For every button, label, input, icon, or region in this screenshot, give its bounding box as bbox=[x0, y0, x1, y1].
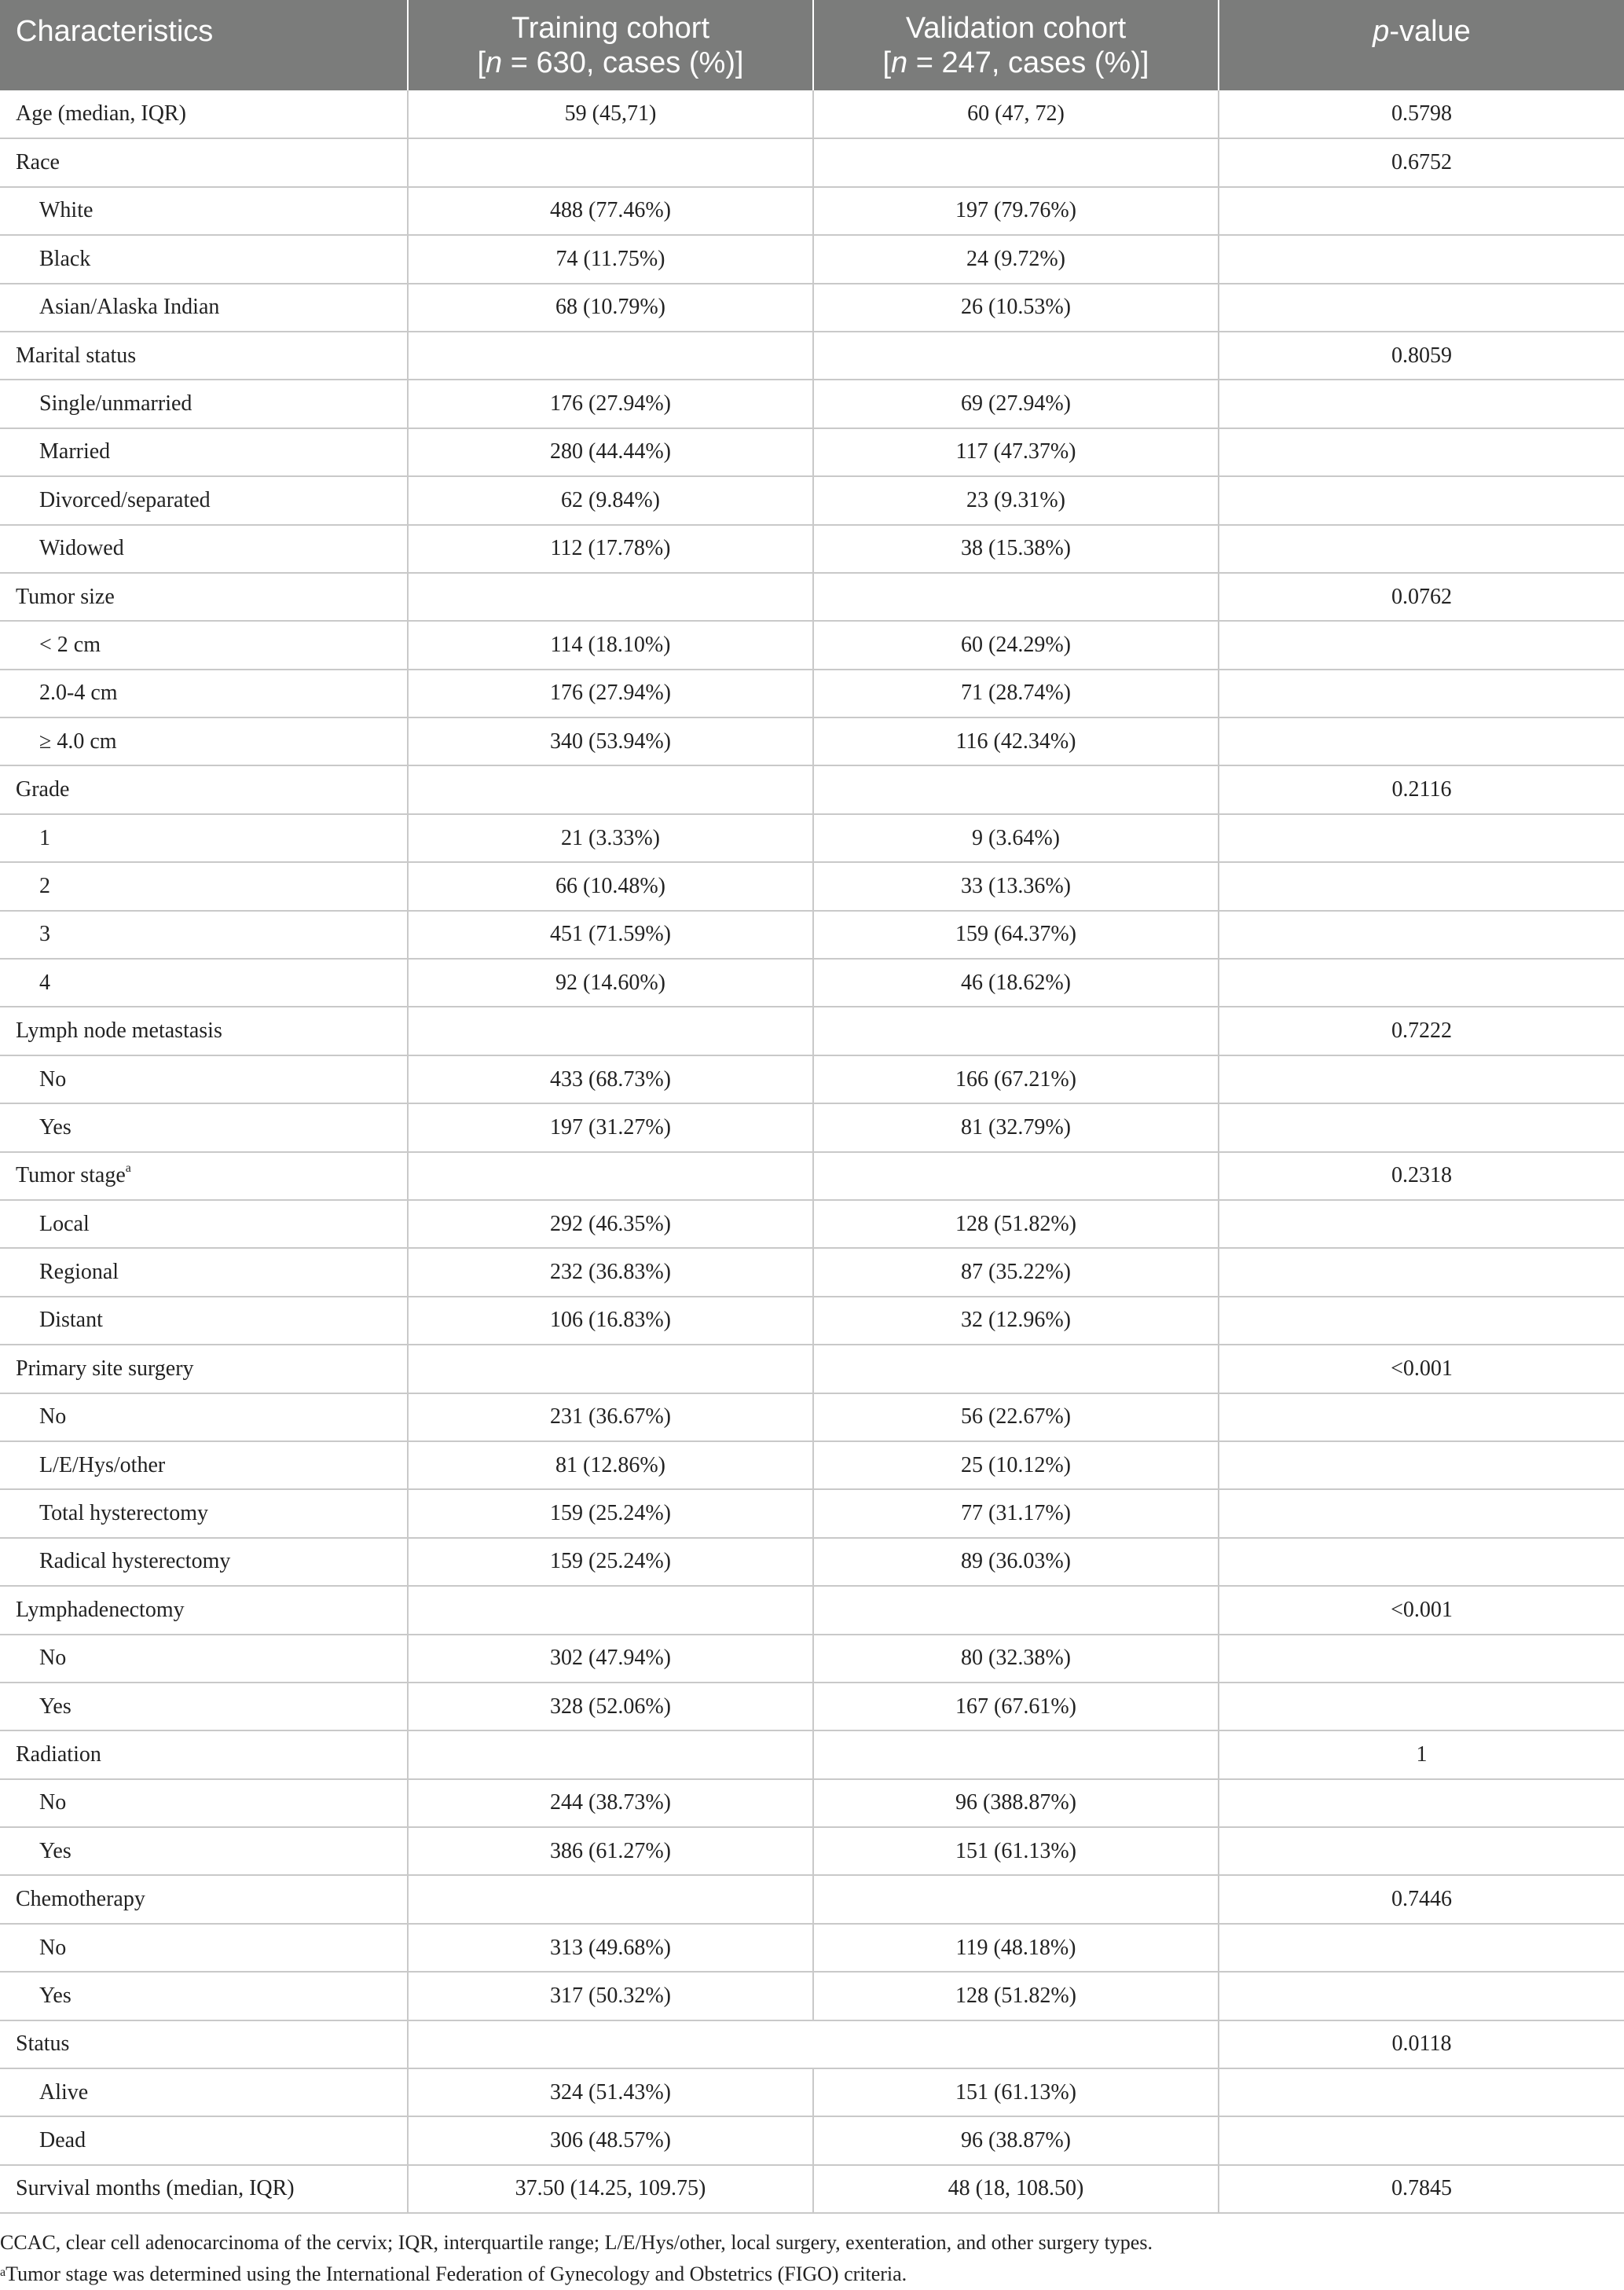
training-value: 159 (25.24%) bbox=[408, 1489, 813, 1537]
training-value: 317 (50.32%) bbox=[408, 1972, 813, 2020]
row-label: Regional bbox=[0, 1248, 408, 1296]
row-label: 2.0-4 cm bbox=[0, 670, 408, 717]
p-value bbox=[1219, 1248, 1624, 1296]
table-row bbox=[0, 1489, 1624, 1537]
row-label: Yes bbox=[0, 1103, 408, 1151]
training-value: 59 (45,71) bbox=[408, 90, 813, 138]
table-row bbox=[0, 1103, 1624, 1151]
validation-value: 32 (12.96%) bbox=[813, 1297, 1219, 1345]
validation-value: 89 (36.03%) bbox=[813, 1538, 1219, 1586]
row-label: Race bbox=[0, 138, 408, 186]
table-row bbox=[0, 1007, 1624, 1055]
table-row bbox=[0, 1683, 1624, 1730]
row-label: Age (median, IQR) bbox=[16, 101, 186, 127]
table-row bbox=[0, 1635, 1624, 1683]
table-row bbox=[0, 1586, 1624, 1634]
row-label: 4 bbox=[0, 959, 408, 1007]
table-row bbox=[0, 1538, 1624, 1586]
table-row bbox=[0, 1972, 1624, 2020]
validation-value: 77 (31.17%) bbox=[813, 1489, 1219, 1537]
table-row bbox=[0, 717, 1624, 765]
table-row bbox=[0, 1441, 1624, 1489]
header-p-value: p-value bbox=[1219, 0, 1624, 90]
table-row bbox=[0, 1730, 1624, 1778]
p-value bbox=[1219, 1972, 1624, 2020]
validation-value: 46 (18.62%) bbox=[813, 959, 1219, 1007]
row-label: Yes bbox=[0, 1683, 408, 1730]
p-value: 0.0118 bbox=[1219, 2020, 1624, 2068]
p-value bbox=[1219, 1393, 1624, 1441]
row-label: ≥ 4.0 cm bbox=[0, 717, 408, 765]
row-label: Marital status bbox=[0, 332, 408, 380]
p-value bbox=[1219, 525, 1624, 573]
row-label: Asian/Alaska Indian bbox=[0, 284, 408, 332]
validation-value bbox=[813, 1730, 1219, 1778]
p-value bbox=[1219, 235, 1624, 283]
row-label: Black bbox=[0, 235, 408, 283]
training-value: 74 (11.75%) bbox=[408, 235, 813, 283]
training-value bbox=[408, 1345, 813, 1393]
p-value: 0.7222 bbox=[1219, 1007, 1624, 1055]
row-label: 1 bbox=[0, 814, 408, 862]
table-row bbox=[0, 1152, 1624, 1200]
training-value: 324 (51.43%) bbox=[408, 2068, 813, 2116]
table-row bbox=[0, 235, 1624, 283]
row-label: < 2 cm bbox=[0, 621, 408, 669]
validation-value: 56 (22.67%) bbox=[813, 1393, 1219, 1441]
table-row bbox=[0, 2116, 1624, 2164]
training-value bbox=[408, 1007, 813, 1055]
p-value bbox=[1219, 1924, 1624, 1972]
validation-value: 9 (3.64%) bbox=[813, 814, 1219, 862]
validation-value: 48 (18, 108.50) bbox=[813, 2165, 1219, 2213]
validation-value: 80 (32.38%) bbox=[813, 1635, 1219, 1683]
training-value: 37.50 (14.25, 109.75) bbox=[408, 2165, 813, 2213]
validation-value: 151 (61.13%) bbox=[813, 2068, 1219, 2116]
table-row bbox=[0, 138, 1624, 186]
validation-value: 69 (27.94%) bbox=[813, 380, 1219, 428]
validation-value: 26 (10.53%) bbox=[813, 284, 1219, 332]
validation-value: 119 (48.18%) bbox=[813, 1924, 1219, 1972]
validation-value: 96 (388.87%) bbox=[813, 1779, 1219, 1827]
row-label: Grade bbox=[0, 765, 408, 813]
validation-value: 128 (51.82%) bbox=[813, 1200, 1219, 1248]
row-label: White bbox=[0, 187, 408, 235]
training-value: 280 (44.44%) bbox=[408, 428, 813, 476]
row-label: No bbox=[0, 1924, 408, 1972]
validation-value: 117 (47.37%) bbox=[813, 428, 1219, 476]
table-row bbox=[0, 428, 1624, 476]
row-label: Radical hysterectomy bbox=[0, 1538, 408, 1586]
training-value: 386 (61.27%) bbox=[408, 1827, 813, 1875]
training-value bbox=[408, 332, 813, 380]
p-value bbox=[1219, 1779, 1624, 1827]
p-value bbox=[1219, 959, 1624, 1007]
row-label: Yes bbox=[0, 1827, 408, 1875]
header-row bbox=[0, 0, 1624, 90]
p-value bbox=[1219, 380, 1624, 428]
training-value bbox=[408, 1152, 813, 1200]
training-value: 112 (17.78%) bbox=[408, 525, 813, 573]
p-value bbox=[1219, 1635, 1624, 1683]
training-value: 92 (14.60%) bbox=[408, 959, 813, 1007]
table-row bbox=[0, 90, 1624, 138]
row-label: Local bbox=[0, 1200, 408, 1248]
p-value bbox=[1219, 1827, 1624, 1875]
header-training-cohort: Training cohort [n = 630, cases (%)] bbox=[408, 0, 813, 90]
table-row bbox=[0, 1248, 1624, 1296]
table-row bbox=[0, 2165, 1624, 2213]
validation-value: 167 (67.61%) bbox=[813, 1683, 1219, 1730]
p-value bbox=[1219, 1441, 1624, 1489]
validation-value: 23 (9.31%) bbox=[813, 476, 1219, 524]
training-value: 231 (36.67%) bbox=[408, 1393, 813, 1441]
footnote-tumor-stage: $^a$Tumor stage was determined using the International Federation of Gynecology and Obstetrics (FIGO) criteria. bbox=[0, 2262, 907, 2285]
p-value bbox=[1219, 814, 1624, 862]
p-value: 0.6752 bbox=[1219, 138, 1624, 186]
row-label: Divorced/separated bbox=[0, 476, 408, 524]
training-value: 81 (12.86%) bbox=[408, 1441, 813, 1489]
table-row bbox=[0, 1345, 1624, 1393]
merged-cohort-cell bbox=[408, 2020, 1219, 2068]
validation-value bbox=[813, 1875, 1219, 1923]
validation-value: 60 (47, 72) bbox=[813, 90, 1219, 138]
validation-value bbox=[813, 1007, 1219, 1055]
table-body bbox=[0, 90, 1624, 2213]
validation-value bbox=[813, 1152, 1219, 1200]
p-value: 0.5798 bbox=[1219, 90, 1624, 138]
p-value bbox=[1219, 476, 1624, 524]
row-label: No bbox=[0, 1393, 408, 1441]
p-value bbox=[1219, 1103, 1624, 1151]
validation-value: 25 (10.12%) bbox=[813, 1441, 1219, 1489]
training-value: 197 (31.27%) bbox=[408, 1103, 813, 1151]
training-value: 292 (46.35%) bbox=[408, 1200, 813, 1248]
validation-value bbox=[813, 138, 1219, 186]
p-value: 0.2318 bbox=[1219, 1152, 1624, 1200]
p-value: 0.2116 bbox=[1219, 765, 1624, 813]
training-value: 433 (68.73%) bbox=[408, 1055, 813, 1103]
table-row bbox=[0, 1875, 1624, 1923]
validation-value: 60 (24.29%) bbox=[813, 621, 1219, 669]
row-label: Primary site surgery bbox=[0, 1345, 408, 1393]
training-value: 68 (10.79%) bbox=[408, 284, 813, 332]
table-row bbox=[0, 1393, 1624, 1441]
validation-value: 197 (79.76%) bbox=[813, 187, 1219, 235]
table-row bbox=[0, 1924, 1624, 1972]
validation-value: 33 (13.36%) bbox=[813, 862, 1219, 910]
row-label: Survival months (median, IQR) bbox=[0, 2165, 408, 2213]
row-label: Widowed bbox=[0, 525, 408, 573]
p-value bbox=[1219, 428, 1624, 476]
row-label: No bbox=[0, 1635, 408, 1683]
p-value bbox=[1219, 1297, 1624, 1345]
table-row bbox=[0, 670, 1624, 717]
validation-value: 24 (9.72%) bbox=[813, 235, 1219, 283]
p-value bbox=[1219, 911, 1624, 959]
validation-value: 96 (38.87%) bbox=[813, 2116, 1219, 2164]
row-label: No bbox=[0, 1779, 408, 1827]
validation-value bbox=[813, 1345, 1219, 1393]
training-value: 114 (18.10%) bbox=[408, 621, 813, 669]
training-value: 302 (47.94%) bbox=[408, 1635, 813, 1683]
table-row bbox=[0, 862, 1624, 910]
training-value: 66 (10.48%) bbox=[408, 862, 813, 910]
header-characteristics: Characteristics bbox=[0, 0, 408, 90]
table-row bbox=[0, 1827, 1624, 1875]
table-row bbox=[0, 332, 1624, 380]
validation-value: 87 (35.22%) bbox=[813, 1248, 1219, 1296]
row-label: L/E/Hys/other bbox=[0, 1441, 408, 1489]
validation-value: 71 (28.74%) bbox=[813, 670, 1219, 717]
row-label: Yes bbox=[0, 1972, 408, 2020]
validation-value bbox=[813, 332, 1219, 380]
table-row bbox=[0, 525, 1624, 573]
training-value bbox=[408, 1730, 813, 1778]
training-value bbox=[408, 138, 813, 186]
row-label: No bbox=[0, 1055, 408, 1103]
p-value bbox=[1219, 621, 1624, 669]
table-row bbox=[0, 1055, 1624, 1103]
table-row bbox=[0, 1297, 1624, 1345]
p-value bbox=[1219, 2116, 1624, 2164]
p-value bbox=[1219, 1683, 1624, 1730]
p-value: 0.8059 bbox=[1219, 332, 1624, 380]
training-value: 244 (38.73%) bbox=[408, 1779, 813, 1827]
row-label: Status bbox=[0, 2020, 408, 2068]
table-row bbox=[0, 380, 1624, 428]
training-value: 176 (27.94%) bbox=[408, 670, 813, 717]
p-value bbox=[1219, 862, 1624, 910]
p-value bbox=[1219, 1489, 1624, 1537]
table-row bbox=[0, 621, 1624, 669]
validation-value: 151 (61.13%) bbox=[813, 1827, 1219, 1875]
training-value: 176 (27.94%) bbox=[408, 380, 813, 428]
row-label: 2 bbox=[0, 862, 408, 910]
row-label: Distant bbox=[0, 1297, 408, 1345]
row-label: Radiation bbox=[0, 1730, 408, 1778]
table-row bbox=[0, 2068, 1624, 2116]
training-value bbox=[408, 1875, 813, 1923]
training-value: 62 (9.84%) bbox=[408, 476, 813, 524]
validation-value: 166 (67.21%) bbox=[813, 1055, 1219, 1103]
validation-value: 38 (15.38%) bbox=[813, 525, 1219, 573]
row-label: Tumor stage$^a$ bbox=[0, 1152, 408, 1200]
p-value: <0.001 bbox=[1219, 1586, 1624, 1634]
p-value bbox=[1219, 284, 1624, 332]
row-label: Chemotherapy bbox=[0, 1875, 408, 1923]
validation-value bbox=[813, 765, 1219, 813]
training-value: 21 (3.33%) bbox=[408, 814, 813, 862]
row-label: Tumor size bbox=[0, 573, 408, 621]
row-label: Lymph node metastasis bbox=[0, 1007, 408, 1055]
p-value: <0.001 bbox=[1219, 1345, 1624, 1393]
training-value: 451 (71.59%) bbox=[408, 911, 813, 959]
training-value bbox=[408, 765, 813, 813]
training-value: 306 (48.57%) bbox=[408, 2116, 813, 2164]
validation-value bbox=[813, 1586, 1219, 1634]
row-label: Lymphadenectomy bbox=[0, 1586, 408, 1634]
training-value: 232 (36.83%) bbox=[408, 1248, 813, 1296]
table-row bbox=[0, 959, 1624, 1007]
table-row bbox=[0, 476, 1624, 524]
header-validation-cohort: Validation cohort [n = 247, cases (%)] bbox=[813, 0, 1219, 90]
training-value: 313 (49.68%) bbox=[408, 1924, 813, 1972]
row-label: Dead bbox=[0, 2116, 408, 2164]
validation-value: 81 (32.79%) bbox=[813, 1103, 1219, 1151]
p-value bbox=[1219, 1055, 1624, 1103]
validation-value bbox=[813, 573, 1219, 621]
validation-value: 128 (51.82%) bbox=[813, 1972, 1219, 2020]
table-row bbox=[0, 1779, 1624, 1827]
table-row bbox=[0, 573, 1624, 621]
training-value: 159 (25.24%) bbox=[408, 1538, 813, 1586]
table-row bbox=[0, 284, 1624, 332]
training-value: 328 (52.06%) bbox=[408, 1683, 813, 1730]
row-label: Total hysterectomy bbox=[0, 1489, 408, 1537]
table-row bbox=[0, 1200, 1624, 1248]
row-label: Married bbox=[0, 428, 408, 476]
row-label: Alive bbox=[0, 2068, 408, 2116]
table-header bbox=[0, 0, 1624, 90]
table-row bbox=[0, 765, 1624, 813]
p-value: 0.7845 bbox=[1219, 2165, 1624, 2213]
p-value: 0.7446 bbox=[1219, 1875, 1624, 1923]
p-value bbox=[1219, 1200, 1624, 1248]
row-label: Single/unmarried bbox=[0, 380, 408, 428]
p-value bbox=[1219, 670, 1624, 717]
validation-value: 159 (64.37%) bbox=[813, 911, 1219, 959]
table-row bbox=[0, 814, 1624, 862]
table-row bbox=[0, 187, 1624, 235]
p-value: 0.0762 bbox=[1219, 573, 1624, 621]
row-label: 3 bbox=[0, 911, 408, 959]
training-value: 488 (77.46%) bbox=[408, 187, 813, 235]
p-value bbox=[1219, 717, 1624, 765]
table-row bbox=[0, 911, 1624, 959]
p-value: 1 bbox=[1219, 1730, 1624, 1778]
training-value bbox=[408, 573, 813, 621]
p-value bbox=[1219, 187, 1624, 235]
p-value bbox=[1219, 2068, 1624, 2116]
training-value bbox=[408, 1586, 813, 1634]
footnote-abbreviations: CCAC, clear cell adenocarcinoma of the cervix; IQR, interquartile range; L/E/Hys/other, local surgery, exenteration, and other surgery types. bbox=[0, 2231, 1153, 2254]
table-row bbox=[0, 2020, 1624, 2068]
training-value: 106 (16.83%) bbox=[408, 1297, 813, 1345]
p-value bbox=[1219, 1538, 1624, 1586]
training-value: 340 (53.94%) bbox=[408, 717, 813, 765]
validation-value: 116 (42.34%) bbox=[813, 717, 1219, 765]
